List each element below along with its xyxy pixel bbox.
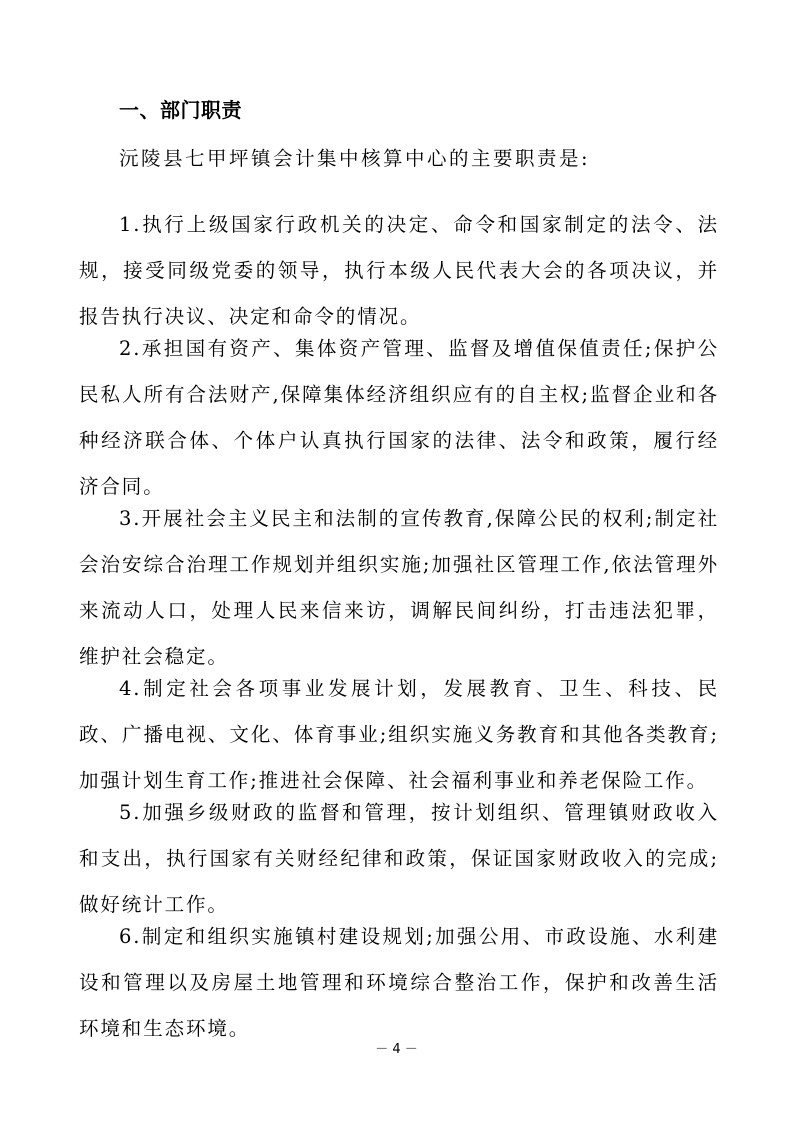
duty-paragraph-4: 4.制定社会各项事业发展计划，发展教育、卫生、科技、民政、广播电视、文化、体育事业;组织实施义务教育和其他各类教育;加强计划生育工作;推进社会保障、社会福利事业和养老保险工作。 <box>79 676 719 792</box>
duty-paragraph-6: 6.制定和组织实施镇村建设规划;加强公用、市政设施、水利建设和管理以及房屋土地管理和环境综合整治工作，保护和改善生活环境和生态环境。 <box>79 924 719 1040</box>
page-number: － 4 － <box>375 1042 418 1057</box>
section-heading: 一、部门职责 <box>119 98 242 122</box>
duty-paragraph-5: 5.加强乡级财政的监督和管理，按计划组织、管理镇财政收入和支出，执行国家有关财经纪律和政策，保证国家财政收入的完成;做好统计工作。 <box>79 800 719 916</box>
duty-paragraph-1: 1.执行上级国家行政机关的决定、命令和国家制定的法令、法规，接受同级党委的领导，执行本级人民代表大会的各项决议，并报告执行决议、决定和命令的情况。 <box>79 212 719 328</box>
duty-paragraph-3: 3.开展社会主义民主和法制的宣传教育,保障公民的权利;制定社会治安综合治理工作规划并组织实施;加强社区管理工作,依法管理外来流动人口，处理人民来信来访，调解民间纠纷，打击违法犯罪，维护社会稳定。 <box>79 506 719 668</box>
intro-line: 沅陵县七甲坪镇会计集中核算中心的主要职责是: <box>119 147 591 170</box>
duty-paragraph-2: 2.承担国有资产、集体资产管理、监督及增值保值责任;保护公民私人所有合法财产,保障集体经济组织应有的自主权;监督企业和各种经济联合体、个体户认真执行国家的法律、法令和政策，履行经济合同。 <box>79 336 719 498</box>
